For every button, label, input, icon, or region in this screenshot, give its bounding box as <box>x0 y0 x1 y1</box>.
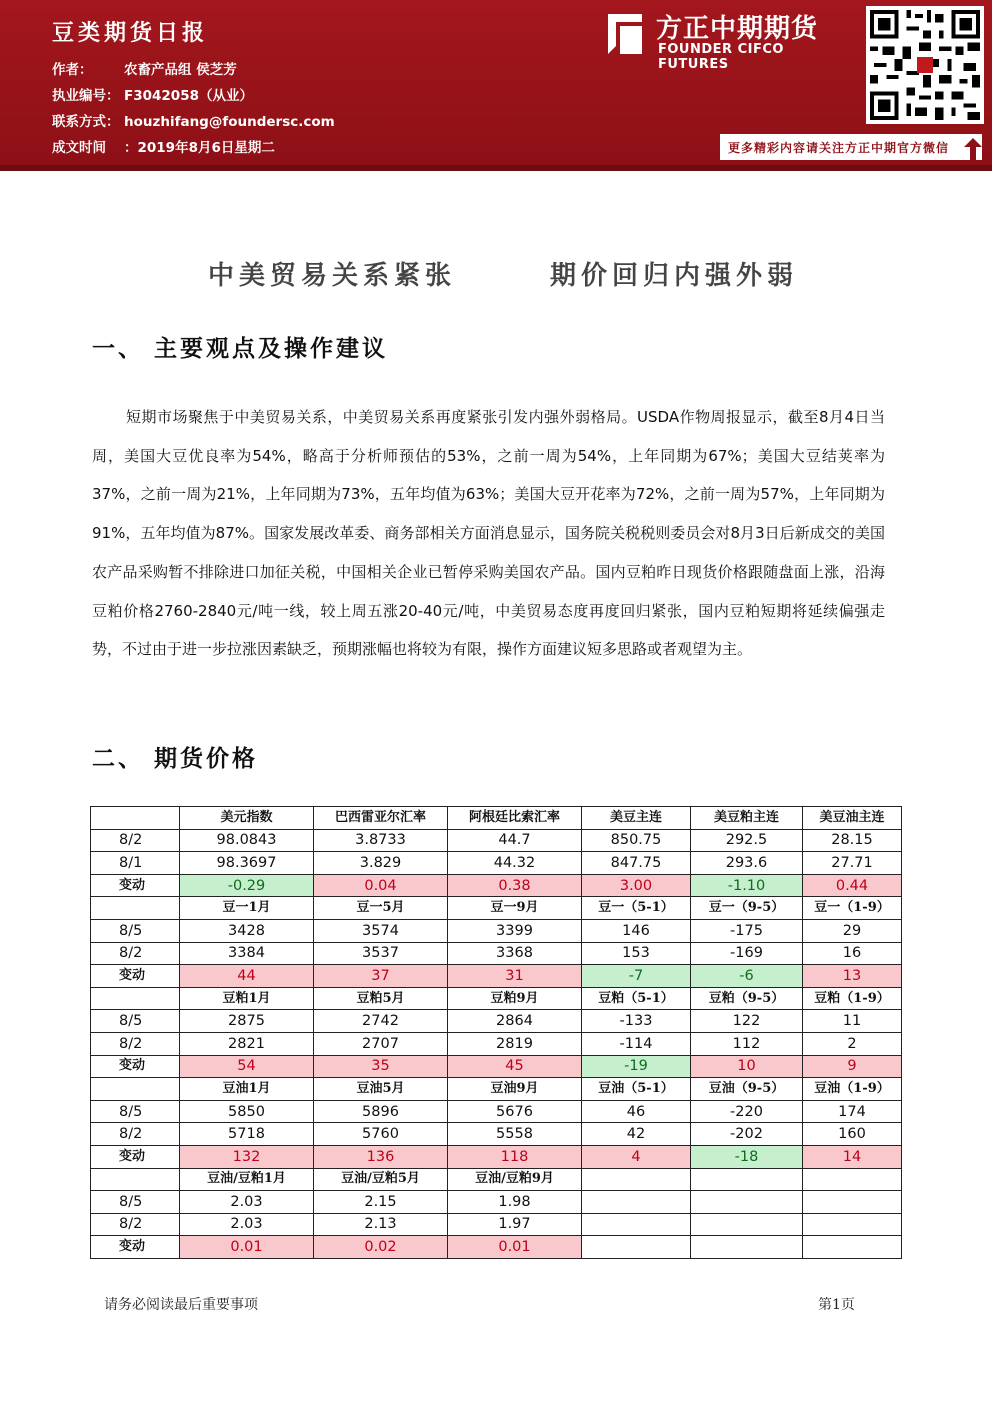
row-date-label: 8/1 <box>91 852 180 875</box>
table-cell: 16 <box>803 942 902 965</box>
change-cell: -6 <box>691 965 803 988</box>
table-cell <box>691 1191 803 1214</box>
table-cell: 5718 <box>180 1123 314 1146</box>
table-cell: 292.5 <box>691 829 803 852</box>
column-header: 巴西雷亚尔汇率 <box>314 807 448 830</box>
table-corner-cell <box>91 1168 180 1191</box>
table-row <box>91 852 902 875</box>
row-date-label: 8/2 <box>91 829 180 852</box>
column-header: 豆粕（1-9） <box>803 987 902 1010</box>
table-cell: 2864 <box>448 1010 582 1033</box>
table-cell: 46 <box>582 1100 691 1123</box>
table-cell: -175 <box>691 919 803 942</box>
company-logo <box>598 8 858 72</box>
change-cell <box>691 1236 803 1259</box>
table-cell: -202 <box>691 1123 803 1146</box>
change-cell: 136 <box>314 1145 448 1168</box>
table-cell: -220 <box>691 1100 803 1123</box>
footer-notice: 请务必阅读最后重要事项 <box>104 1297 258 1313</box>
table-row <box>91 942 902 965</box>
table-cell: 1.97 <box>448 1213 582 1236</box>
table-cell: 2.15 <box>314 1191 448 1214</box>
table-corner-cell <box>91 987 180 1010</box>
column-header: 豆油（1-9） <box>803 1078 902 1101</box>
change-cell: 44 <box>180 965 314 988</box>
author-value: 农畜产品组 侯芝芳 <box>124 62 237 78</box>
column-header: 豆油（9-5） <box>691 1078 803 1101</box>
column-header: 豆粕5月 <box>314 987 448 1010</box>
page-number: 第1页 <box>818 1297 855 1313</box>
table-cell: 3428 <box>180 919 314 942</box>
column-header: 豆油/豆粕5月 <box>314 1168 448 1191</box>
change-cell: 4 <box>582 1145 691 1168</box>
table-cell: 28.15 <box>803 829 902 852</box>
table-cell: 2.03 <box>180 1213 314 1236</box>
header-bottom-strip <box>0 165 992 171</box>
row-date-label: 8/2 <box>91 942 180 965</box>
table-change-row <box>91 1145 902 1168</box>
change-cell: 54 <box>180 1055 314 1078</box>
table-header-row <box>91 987 902 1010</box>
table-cell: 2875 <box>180 1010 314 1033</box>
date-value: ：2019年8月6日星期二 <box>124 140 275 156</box>
change-cell: 31 <box>448 965 582 988</box>
column-header: 豆一5月 <box>314 897 448 920</box>
column-header: 豆一1月 <box>180 897 314 920</box>
table-cell: 1.98 <box>448 1191 582 1214</box>
change-cell <box>803 1236 902 1259</box>
table-cell: 44.32 <box>448 852 582 875</box>
section-heading-prices <box>92 740 258 773</box>
wechat-follow-text: 更多精彩内容请关注方正中期官方微信 <box>728 141 950 155</box>
table-cell: 5896 <box>314 1100 448 1123</box>
table-header-row <box>91 1078 902 1101</box>
row-date-label: 8/5 <box>91 1100 180 1123</box>
table-cell: 11 <box>803 1010 902 1033</box>
column-header <box>691 1168 803 1191</box>
column-header: 豆油1月 <box>180 1078 314 1101</box>
report-title-part2: 期价回归内强外弱 <box>550 261 799 291</box>
row-date-label: 8/5 <box>91 1010 180 1033</box>
table-row <box>91 1123 902 1146</box>
main-view-paragraph: 短期市场聚焦于中美贸易关系，中美贸易关系再度紧张引发内强外弱格局。USDA作物周报显示，截至8月4日当周，美国大豆优良率为54%，略高于分析师预估的53%，之前一周为54%，上年同期为67%；美国大豆结荚率为37%，之前一周为21%，上年同期为73%，五年均值为63%；美国大豆开花率为72%，之前一周为57%，上年同期为91%，五年均值为87%。国家发展改革委、商务部相关方面消息显示，国务院关税税则委员会对8月3日后新成交的美国农产品采购暂不排除进口加征关税，中国相关企业已暂停采购美国农产品。国内豆粕昨日现货价格跟随盘面上涨，沿海豆粕价格2760-2840元/吨一线，较上周五涨20-40元/吨，中美贸易态度再度回归紧张，国内豆粕短期将延续偏强走势，不过由于进一步拉涨因素缺乏，预期涨幅也将较为有限，操作方面建议短多思路或者观望为主。 <box>92 408 885 659</box>
change-cell: 0.01 <box>180 1236 314 1259</box>
date-label: 成文时间 <box>52 140 106 156</box>
change-cell: 132 <box>180 1145 314 1168</box>
table-cell <box>582 1213 691 1236</box>
table-cell <box>803 1191 902 1214</box>
row-change-label: 变动 <box>91 1055 180 1078</box>
table-cell: 122 <box>691 1010 803 1033</box>
change-cell: 37 <box>314 965 448 988</box>
column-header: 豆油/豆粕1月 <box>180 1168 314 1191</box>
column-header: 美豆主连 <box>582 807 691 830</box>
table-header-row <box>91 897 902 920</box>
license-value: F3042058（从业） <box>124 88 253 104</box>
change-cell: 45 <box>448 1055 582 1078</box>
table-row <box>91 1100 902 1123</box>
table-cell: -169 <box>691 942 803 965</box>
table-cell: 847.75 <box>582 852 691 875</box>
change-cell <box>582 1236 691 1259</box>
wechat-qr-code-icon <box>866 6 984 124</box>
author-line <box>52 58 237 78</box>
column-header: 美豆油主连 <box>803 807 902 830</box>
table-row <box>91 1213 902 1236</box>
column-header <box>803 1168 902 1191</box>
table-cell: 3399 <box>448 919 582 942</box>
table-row <box>91 1010 902 1033</box>
section-number: 一、 <box>92 335 144 362</box>
table-cell: 5850 <box>180 1100 314 1123</box>
table-cell: 2819 <box>448 1032 582 1055</box>
table-cell: 2 <box>803 1032 902 1055</box>
row-change-label: 变动 <box>91 965 180 988</box>
table-cell: 98.3697 <box>180 852 314 875</box>
table-cell: 153 <box>582 942 691 965</box>
logo-mark-icon <box>598 10 646 58</box>
column-header: 豆一（1-9） <box>803 897 902 920</box>
report-header <box>0 0 992 165</box>
report-name: 豆类期货日报 <box>52 20 209 46</box>
table-cell: 293.6 <box>691 852 803 875</box>
section-number: 二、 <box>92 745 144 772</box>
row-date-label: 8/5 <box>91 1191 180 1214</box>
section-title: 期货价格 <box>154 745 258 772</box>
change-cell: 0.38 <box>448 874 582 897</box>
row-change-label: 变动 <box>91 1236 180 1259</box>
table-change-row <box>91 965 902 988</box>
table-cell <box>691 1213 803 1236</box>
table-cell: 3.8733 <box>314 829 448 852</box>
table-cell: 2821 <box>180 1032 314 1055</box>
change-cell: 0.44 <box>803 874 902 897</box>
table-cell: -114 <box>582 1032 691 1055</box>
table-cell: 3368 <box>448 942 582 965</box>
table-cell: 146 <box>582 919 691 942</box>
table-cell: 29 <box>803 919 902 942</box>
change-cell: 35 <box>314 1055 448 1078</box>
table-cell: 3384 <box>180 942 314 965</box>
change-cell: 10 <box>691 1055 803 1078</box>
change-cell: -19 <box>582 1055 691 1078</box>
column-header: 豆粕1月 <box>180 987 314 1010</box>
row-change-label: 变动 <box>91 874 180 897</box>
table-cell: 98.0843 <box>180 829 314 852</box>
change-cell: 14 <box>803 1145 902 1168</box>
table-row <box>91 829 902 852</box>
table-corner-cell <box>91 807 180 830</box>
section-heading-views <box>92 330 388 363</box>
column-header: 豆一（5-1） <box>582 897 691 920</box>
column-header: 美元指数 <box>180 807 314 830</box>
column-header: 豆油（5-1） <box>582 1078 691 1101</box>
table-row <box>91 919 902 942</box>
table-row <box>91 1032 902 1055</box>
table-cell: 174 <box>803 1100 902 1123</box>
change-cell: 3.00 <box>582 874 691 897</box>
table-cell: 3574 <box>314 919 448 942</box>
table-cell: 3537 <box>314 942 448 965</box>
column-header <box>582 1168 691 1191</box>
table-row <box>91 1191 902 1214</box>
column-header: 豆粕9月 <box>448 987 582 1010</box>
column-header: 豆油/豆粕9月 <box>448 1168 582 1191</box>
column-header: 豆油5月 <box>314 1078 448 1101</box>
table-cell: 160 <box>803 1123 902 1146</box>
arrow-up-icon <box>964 138 982 160</box>
table-change-row <box>91 1055 902 1078</box>
table-cell: 850.75 <box>582 829 691 852</box>
table-cell: 2.03 <box>180 1191 314 1214</box>
column-header: 豆粕（5-1） <box>582 987 691 1010</box>
table-cell <box>803 1213 902 1236</box>
column-header: 豆粕（9-5） <box>691 987 803 1010</box>
column-header: 豆一（9-5） <box>691 897 803 920</box>
table-corner-cell <box>91 897 180 920</box>
section-title: 主要观点及操作建议 <box>154 335 388 362</box>
table-cell: 2742 <box>314 1010 448 1033</box>
change-cell: -18 <box>691 1145 803 1168</box>
change-cell: 0.01 <box>448 1236 582 1259</box>
license-line <box>52 84 253 104</box>
change-cell: -7 <box>582 965 691 988</box>
table-cell <box>582 1191 691 1214</box>
table-cell: 5558 <box>448 1123 582 1146</box>
column-header: 阿根廷比索汇率 <box>448 807 582 830</box>
table-cell: 27.71 <box>803 852 902 875</box>
table-cell: -133 <box>582 1010 691 1033</box>
table-change-row <box>91 1236 902 1259</box>
column-header: 豆一9月 <box>448 897 582 920</box>
change-cell: 0.04 <box>314 874 448 897</box>
table-cell: 2.13 <box>314 1213 448 1236</box>
date-line <box>52 136 275 156</box>
table-cell: 42 <box>582 1123 691 1146</box>
table-change-row <box>91 874 902 897</box>
change-cell: 118 <box>448 1145 582 1168</box>
change-cell: -1.10 <box>691 874 803 897</box>
logo-text-en: FOUNDER CIFCO FUTURES <box>658 42 784 72</box>
table-cell: 112 <box>691 1032 803 1055</box>
row-date-label: 8/2 <box>91 1213 180 1236</box>
table-header-row <box>91 807 902 830</box>
logo-text-cn: 方正中期期货 <box>656 14 819 44</box>
row-date-label: 8/5 <box>91 919 180 942</box>
contact-value[interactable]: houzhifang@foundersc.com <box>124 114 335 130</box>
table-cell: 5760 <box>314 1123 448 1146</box>
table-cell: 3.829 <box>314 852 448 875</box>
change-cell: -0.29 <box>180 874 314 897</box>
table-corner-cell <box>91 1078 180 1101</box>
futures-price-table <box>90 806 902 1259</box>
license-label: 执业编号： <box>52 88 120 104</box>
change-cell: 13 <box>803 965 902 988</box>
contact-line <box>52 110 335 130</box>
wechat-follow-bar <box>720 134 982 160</box>
table-header-row <box>91 1168 902 1191</box>
column-header: 美豆粕主连 <box>691 807 803 830</box>
author-label: 作者： <box>52 62 93 78</box>
table-cell: 5676 <box>448 1100 582 1123</box>
report-title-part1: 中美贸易关系紧张 <box>208 261 457 291</box>
change-cell: 0.02 <box>314 1236 448 1259</box>
table-cell: 44.7 <box>448 829 582 852</box>
row-date-label: 8/2 <box>91 1123 180 1146</box>
change-cell: 9 <box>803 1055 902 1078</box>
row-change-label: 变动 <box>91 1145 180 1168</box>
contact-label: 联系方式： <box>52 114 120 130</box>
table-cell: 2707 <box>314 1032 448 1055</box>
column-header: 豆油9月 <box>448 1078 582 1101</box>
row-date-label: 8/2 <box>91 1032 180 1055</box>
